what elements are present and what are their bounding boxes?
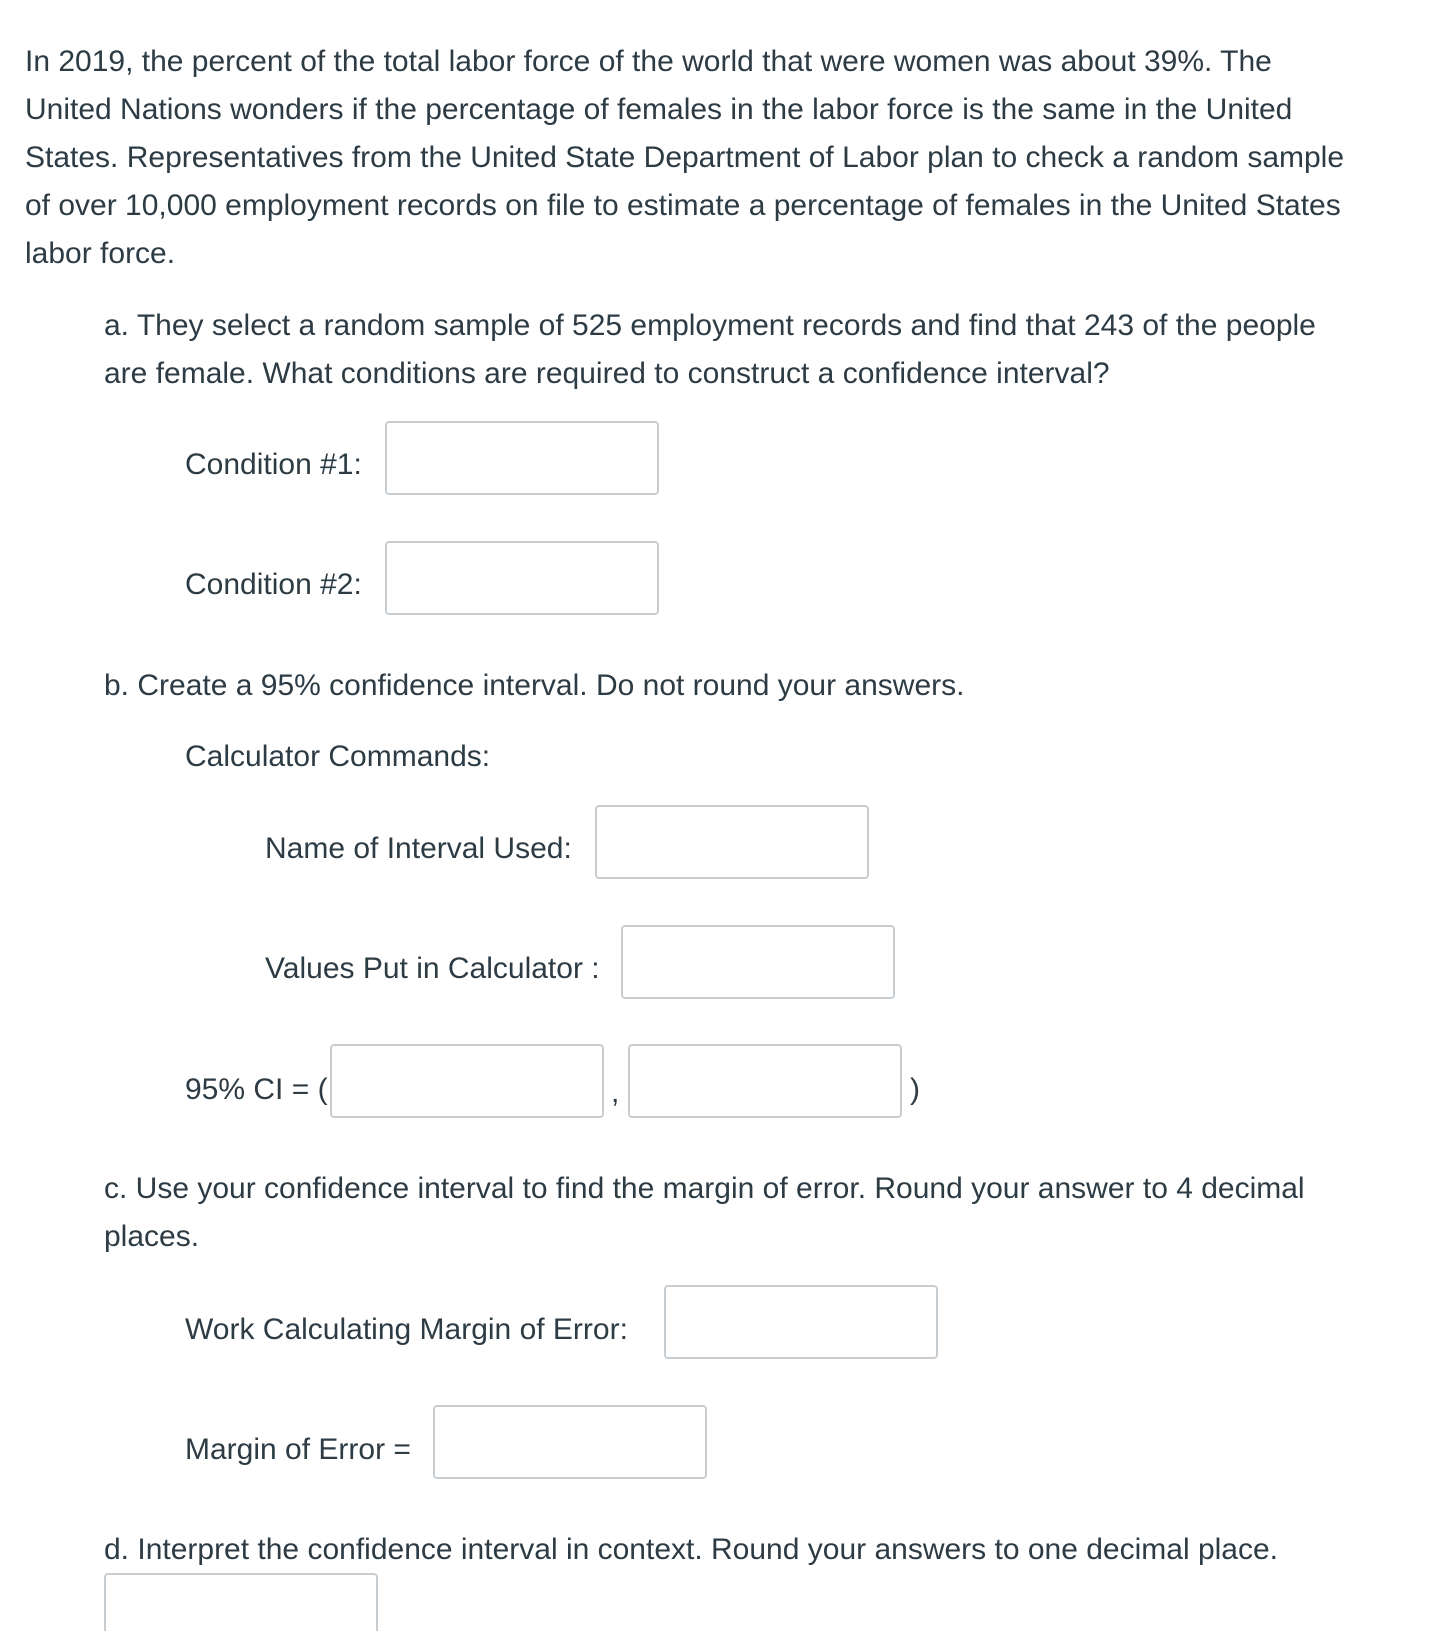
interval-name-label: Name of Interval Used: <box>265 832 572 865</box>
condition-2-label: Condition #2: <box>185 568 362 601</box>
moe-work-label: Work Calculating Margin of Error: <box>185 1313 628 1346</box>
part-c-line-1: c. Use your confidence interval to find the margin of error. Round your answer to 4 decimal <box>104 1172 1305 1205</box>
interval-name-input[interactable] <box>595 805 869 879</box>
part-c-question <box>104 1165 1305 1261</box>
part-a-line-2: are female. What conditions are required to construct a confidence interval? <box>104 357 1110 390</box>
intro-line-1: In 2019, the percent of the total labor force of the world that were women was about 39%. The <box>25 45 1272 78</box>
part-d-prompt: d. Interpret the confidence interval in context. Round your answers to one decimal place. <box>104 1533 1278 1566</box>
part-a-question <box>104 302 1316 398</box>
interpretation-input[interactable] <box>104 1573 378 1631</box>
intro-line-5: labor force. <box>25 237 176 270</box>
part-b-prompt: b. Create a 95% confidence interval. Do not round your answers. <box>104 669 965 702</box>
condition-1-label: Condition #1: <box>185 448 362 481</box>
part-a-line-1: a. They select a random sample of 525 employment records and find that 243 of the people <box>104 309 1316 342</box>
intro-line-4: of over 10,000 employment records on file to estimate a percentage of females in the United States <box>25 189 1341 222</box>
ci-upper-input[interactable] <box>628 1044 902 1118</box>
ci-comma: , <box>611 1076 620 1109</box>
calculator-values-input[interactable] <box>621 925 895 999</box>
part-c-line-2: places. <box>104 1220 200 1253</box>
condition-1-input[interactable] <box>385 421 659 495</box>
moe-input[interactable] <box>433 1405 707 1479</box>
calculator-commands-label: Calculator Commands: <box>185 740 491 773</box>
ci-lower-input[interactable] <box>330 1044 604 1118</box>
moe-work-input[interactable] <box>664 1285 938 1359</box>
intro-line-3: States. Representatives from the United State Department of Labor plan to check a random sample <box>25 141 1345 174</box>
condition-2-input[interactable] <box>385 541 659 615</box>
intro-paragraph <box>25 38 1344 278</box>
ci-label: 95% CI = ( <box>185 1073 328 1106</box>
intro-line-2: United Nations wonders if the percentage of females in the labor force is the same in the United <box>25 93 1293 126</box>
moe-label: Margin of Error = <box>185 1433 411 1466</box>
ci-close-paren: ) <box>910 1073 920 1106</box>
calculator-values-label: Values Put in Calculator : <box>265 952 600 985</box>
